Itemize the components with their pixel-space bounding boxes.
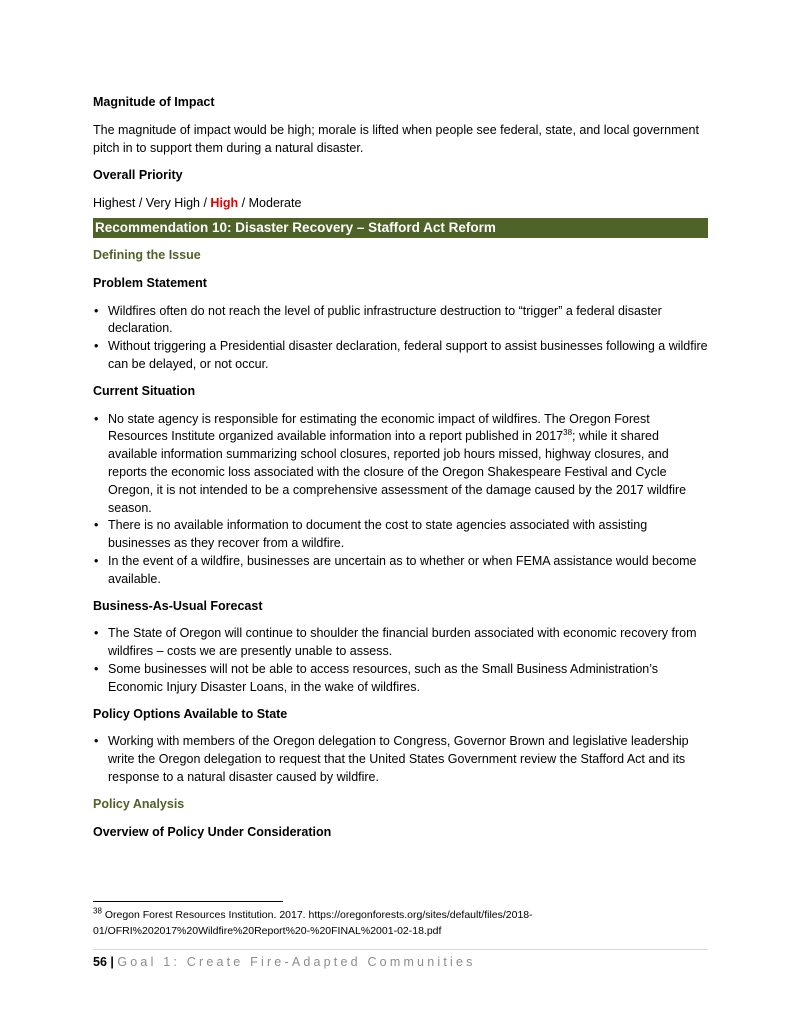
magnitude-heading: Magnitude of Impact [93, 95, 215, 109]
list-item [93, 411, 708, 518]
forecast-heading: Business-As-Usual Forecast [93, 598, 263, 613]
policy-overview-heading: Overview of Policy Under Consideration [93, 824, 332, 839]
list-item-text: No state agency is responsible for estimating the economic impact of wildfires. The Oregon Forest Resources Institute organized available information into a report published in 2017 [108, 411, 650, 444]
current-situation-heading: Current Situation [93, 383, 196, 398]
footnote-divider [93, 901, 283, 902]
list-item: • Wildfires often do not reach the level of public infrastructure destruction to “trigger” a federal disaster declaration. [93, 303, 708, 339]
policy-options-heading: Policy Options Available to State [93, 706, 288, 721]
footnote-number: 38 [93, 906, 102, 916]
policy-analysis-heading: Policy Analysis [93, 796, 185, 811]
page-number: 56 [93, 955, 107, 969]
list-item: • The State of Oregon will continue to shoulder the financial burden associated with economic recovery from wildfires – costs we are presently unable to assess. [93, 625, 708, 661]
forecast-list [93, 625, 708, 696]
priority-scale-before: Highest / Very High / [93, 196, 211, 211]
footnote-text: Oregon Forest Resources Institution. 2017. https://oregonforests.org/sites/default/files/2018-01/OFRI%202017%20Wildfire%20Report%20-%20FINAL%2001-02-18.pdf [93, 909, 533, 937]
list-item: • In the event of a wildfire, businesses are uncertain as to whether or when FEMA assistance would become available. [93, 553, 708, 589]
priority-heading: Overall Priority [93, 168, 183, 183]
policy-options-list [93, 733, 708, 786]
priority-scale [93, 195, 708, 213]
list-item: • Without triggering a Presidential disaster declaration, federal support to assist businesses following a wildfire can be delayed, or not occur. [93, 338, 708, 374]
footnote-reference[interactable]: 38 [563, 428, 573, 438]
page-footer [93, 954, 476, 970]
list-item: • Some businesses will not be able to access resources, such as the Small Business Administration’s Economic Injury Disaster Loans, in the wake of wildfires. [93, 661, 708, 697]
priority-high-highlight: High [210, 196, 239, 211]
problem-statement-heading: Problem Statement [93, 275, 207, 290]
footer-goal-title: Goal 1: Create Fire-Adapted Communities [117, 955, 476, 969]
page-content [93, 94, 708, 851]
magnitude-text: The magnitude of impact would be high; morale is lifted when people see federal, state, and local government pitch in to support them during a natural disaster. [93, 122, 699, 155]
footer-divider [93, 949, 708, 950]
list-item: • Working with members of the Oregon delegation to Congress, Governor Brown and legislative leadership write the Oregon delegation to request that the United States Government review the Stafford Act and its response to a natural disaster caused by wildfire. [93, 733, 708, 786]
list-item: • There is no available information to document the cost to state agencies associated with assisting businesses as they recover from a wildfire. [93, 517, 708, 553]
current-situation-list [93, 411, 708, 589]
list-item-text: ; while it shared available information summarizing school closures, reported job hours missed, highway closures, and reports the economic loss associated with the closure of the Oregon Shakespeare Festival and Cycle Oregon, it is not intended to be a comprehensive assessment of the damage caused by the 2017 wildfire season. [108, 429, 687, 515]
footnote [93, 907, 708, 939]
recommendation-banner: Recommendation 10: Disaster Recovery – Stafford Act Reform [93, 218, 708, 238]
footer-separator: | [106, 955, 118, 969]
priority-scale-after: / Moderate [238, 196, 302, 211]
problem-statement-list [93, 303, 708, 374]
defining-issue-heading: Defining the Issue [93, 247, 201, 262]
